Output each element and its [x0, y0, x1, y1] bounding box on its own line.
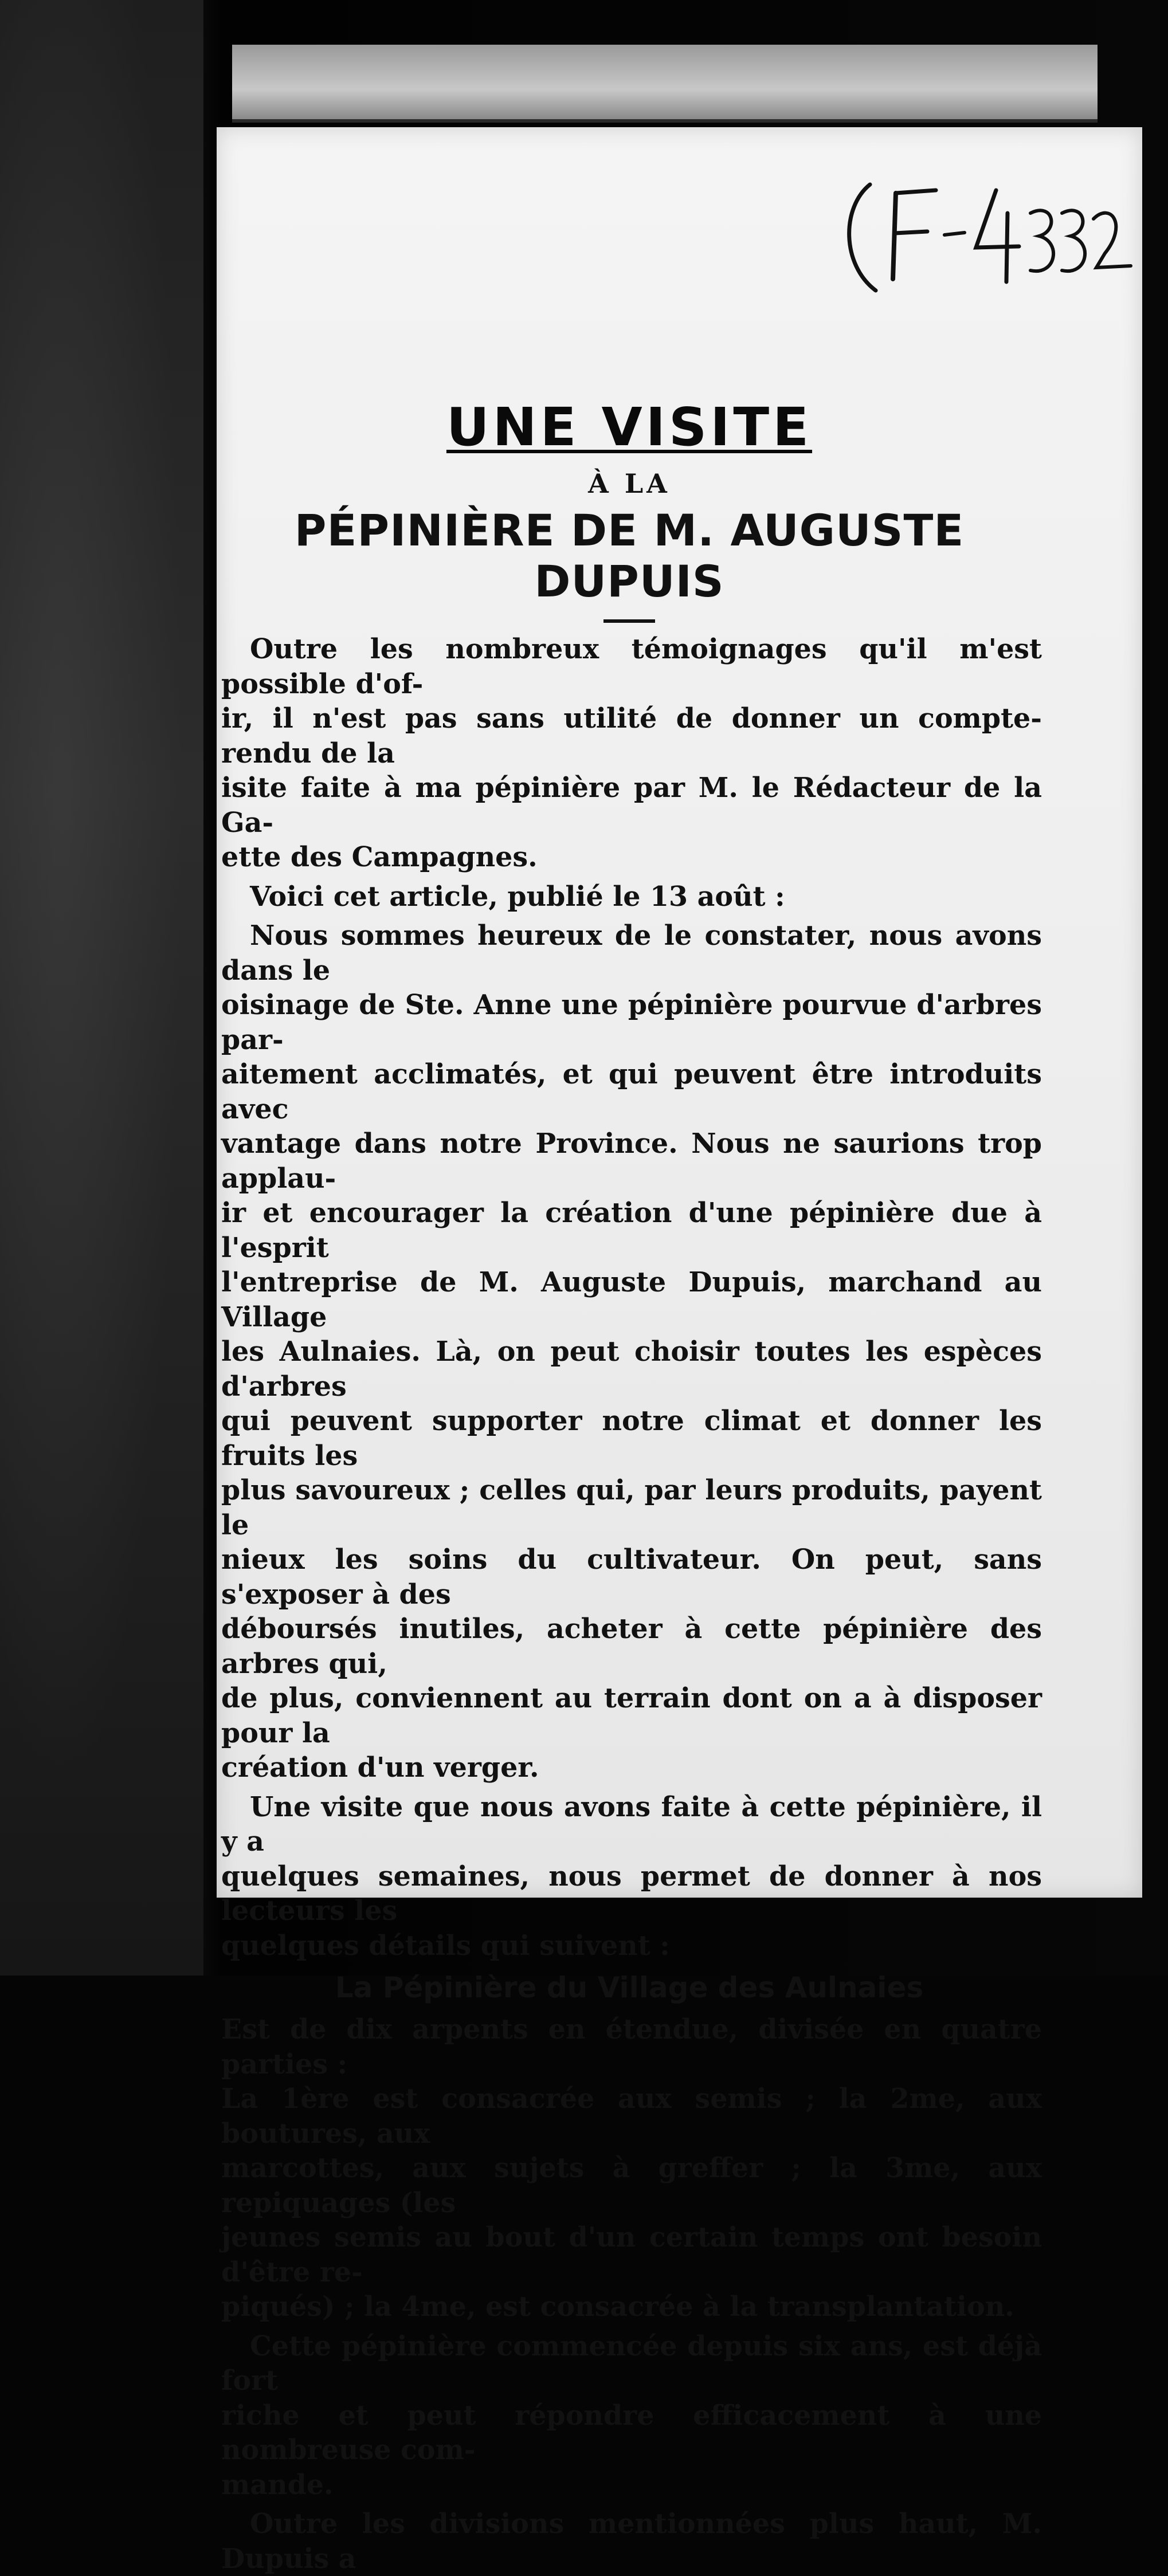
- headline: UNE VISITE: [446, 396, 813, 458]
- article-paragraph-1: Nous sommes heureux de le constater, nous avons dans le oisinage de Ste. Anne une pépinière pourvue d'arbres par- aitement acclimatés, et qui peuvent être introduits avec vantage dans notre Province. Nous ne saurions trop applau- ir et encourager la création d'une pépinière due à l'esprit l'entreprise de M. Auguste Dupuis, marchand au Village les Aulnaies. Là, on peut choisir toutes les espèces d'arbres qui peuvent supporter notre climat et donner les fruits les plus savoureux ; celles qui, par leurs produits, payent le nieux les soins du cultivateur. On peut, sans s'exposer à des déboursés inutiles, acheter à cette pépinière des arbres qui, de plus, conviennent au terrain dont on a à disposer pour la création d'un verger.: [221, 920, 1042, 1784]
- title-divider: [603, 619, 655, 623]
- handwritten-annotation-drawing: [836, 167, 1134, 299]
- article-paragraph-5: Outre les divisions mentionnées plus haut, M. Dupuis a: [221, 2508, 1042, 2575]
- handwritten-annotation: [836, 167, 1134, 299]
- top-paper-strip: [232, 45, 1098, 123]
- headline-connector: À LA: [588, 468, 671, 499]
- section-heading: La Pépinière du Village des Aulnaies: [335, 1971, 924, 2004]
- document-sheet: [217, 127, 1142, 2575]
- intro-paragraph: Outre les nombreux témoignages qu'il m'est possible d'of- ir, il n'est pas sans utilité de donner un compte-rendu de la isite faite à ma pépinière par M. le Rédacteur de la Ga- ette des Campagnes.: [221, 633, 1042, 873]
- article-paragraph-4: Cette pépinière commencée depuis six ans, est déjà fort riche et peut répondre efficacement à une nombreuse com- mande.: [221, 2330, 1042, 2501]
- intro-citation-line: Voici cet article, publié le 13 août :: [250, 880, 785, 913]
- headline-subject: PÉPINIÈRE DE M. AUGUSTE DUPUIS: [294, 505, 965, 607]
- article-paragraph-2: Une visite que nous avons faite à cette pépinière, il y a quelques semaines, nous permet de donner à nos lecteurs les quelques détails qui suivent :: [221, 1790, 1042, 1962]
- document-body: [217, 396, 1042, 2576]
- scanner-background-left: [0, 0, 203, 1976]
- article-paragraph-3: Est de dix arpents en étendue, divisée en quatre parties : La 1ère est consacrée aux semis ; la 2me, aux boutures, aux marcottes, aux sujets à greffer ; la 3me, aux repiquages (les jeunes semis au bout d'un certain temps ont besoin d'être re- piqués) ; la 4me, est consacrée à la transplantation.: [221, 2013, 1042, 2323]
